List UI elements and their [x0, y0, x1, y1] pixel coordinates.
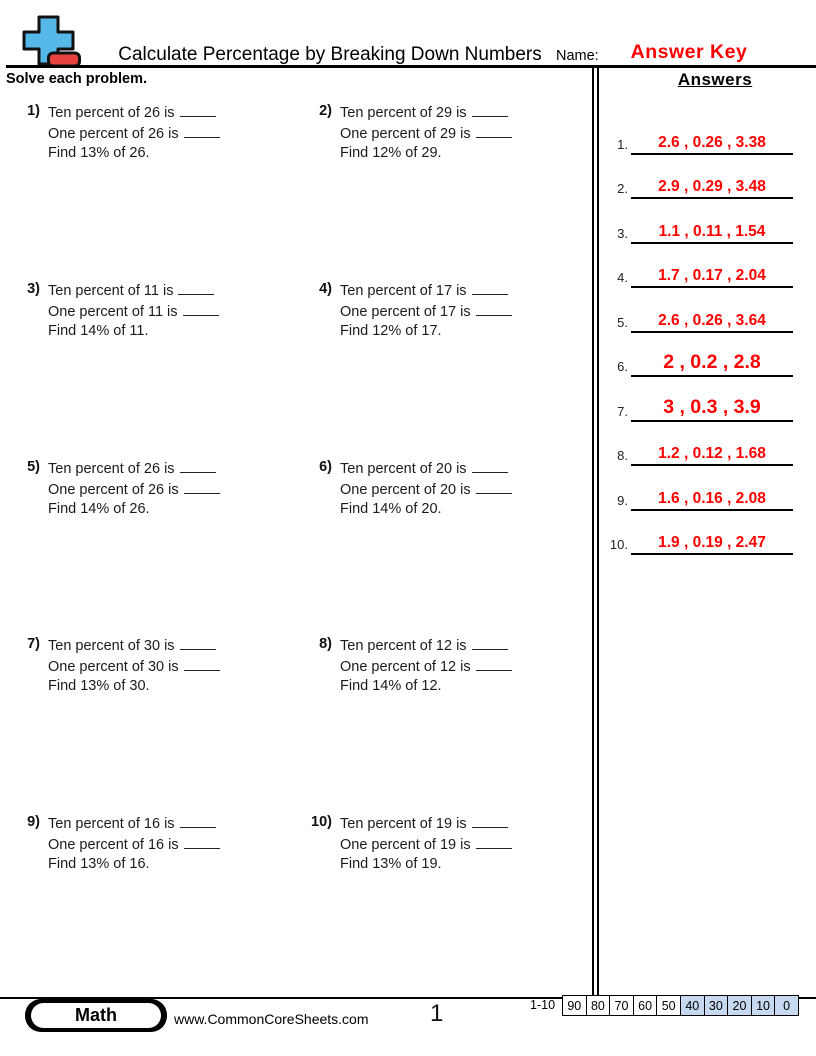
answer-row — [603, 199, 793, 244]
answer-line — [631, 223, 793, 244]
problem-line — [340, 479, 512, 500]
score-cell: 30 — [704, 996, 728, 1015]
problem-1 — [12, 102, 220, 163]
problem-text: One percent of 29 is — [340, 126, 471, 142]
answer-blank — [476, 834, 512, 849]
problem-4 — [304, 280, 512, 341]
answer-blank — [472, 280, 508, 295]
answer-number: 3. — [617, 225, 628, 241]
problem-line — [48, 458, 220, 479]
answer-blank — [180, 813, 216, 828]
problem-number: 1) — [27, 103, 40, 119]
problem-number: 2) — [319, 103, 332, 119]
problem-text: Find 14% of 12. — [340, 678, 442, 695]
problem-line — [340, 855, 512, 874]
problem-line — [340, 458, 512, 479]
problem-line — [340, 123, 512, 144]
problem-text: One percent of 26 is — [48, 481, 179, 498]
answer-blank — [178, 280, 214, 295]
problem-6 — [304, 458, 512, 519]
problem-row — [0, 635, 590, 813]
problem-text: One percent of 17 is — [340, 303, 471, 320]
problem-text: Ten percent of 11 is — [48, 282, 174, 299]
problem-number: 5) — [27, 458, 40, 475]
answer-blank — [184, 123, 220, 138]
problem-text: Ten percent of 16 is — [48, 816, 175, 833]
problem-text: Ten percent of 26 is — [48, 105, 175, 121]
answer-blank — [472, 102, 508, 117]
answer-line — [631, 445, 793, 466]
problem-text: One percent of 20 is — [340, 481, 471, 498]
answer-row — [603, 377, 793, 422]
problem-line — [340, 144, 512, 163]
answer-value: 3 , 0.3 , 3.9 — [663, 395, 761, 418]
answer-row — [603, 288, 793, 333]
answer-blank — [472, 635, 508, 650]
problem-10 — [304, 813, 512, 874]
problem-line — [340, 656, 512, 677]
score-cell: 50 — [656, 996, 680, 1015]
problem-text: Ten percent of 26 is — [48, 460, 175, 477]
answer-blank — [184, 656, 220, 671]
score-cell: 10 — [751, 996, 775, 1015]
problem-row — [0, 813, 590, 991]
answers-heading: Answers — [677, 70, 753, 89]
subject-label: Math — [31, 1003, 161, 1028]
answer-number: 8. — [617, 448, 628, 464]
problem-line — [48, 123, 220, 144]
problem-text: Find 14% of 20. — [340, 500, 442, 517]
answer-line — [631, 490, 793, 511]
problem-2 — [304, 102, 512, 163]
problem-row — [0, 458, 590, 636]
problem-number: 6) — [319, 458, 332, 475]
problem-text: One percent of 11 is — [48, 303, 178, 320]
answer-blank — [476, 479, 512, 494]
problem-row — [0, 280, 590, 458]
problem-line — [48, 677, 220, 696]
problem-3 — [12, 280, 219, 341]
answer-value: 1.2 , 0.12 , 1.68 — [658, 445, 766, 463]
answer-row — [603, 511, 793, 556]
problem-line — [48, 500, 220, 519]
answer-line — [631, 351, 793, 377]
answer-number: 1. — [617, 136, 628, 152]
score-cell: 0 — [774, 996, 798, 1015]
answer-value: 1.1 , 0.11 , 1.54 — [658, 222, 766, 240]
website-url: www.CommonCoreSheets.com — [174, 1011, 369, 1027]
answer-value: 2.9 , 0.29 , 3.48 — [658, 178, 766, 196]
problem-text: One percent of 30 is — [48, 659, 179, 676]
answer-blank — [180, 102, 216, 117]
answer-row — [603, 466, 793, 511]
answer-blank — [180, 458, 216, 473]
problem-text: Find 14% of 26. — [48, 500, 150, 517]
score-cell: 70 — [609, 996, 633, 1015]
answer-blank — [183, 301, 219, 316]
problem-8 — [304, 635, 512, 696]
answer-blank — [472, 813, 508, 828]
score-cell: 20 — [727, 996, 751, 1015]
score-cell: 60 — [633, 996, 657, 1015]
problem-text: One percent of 16 is — [48, 837, 179, 854]
problem-text: Find 14% of 11. — [48, 322, 149, 339]
problem-text: One percent of 19 is — [340, 837, 471, 854]
answer-value: 2.6 , 0.26 , 3.64 — [658, 311, 766, 329]
problem-9 — [12, 813, 220, 874]
problem-line — [48, 855, 220, 874]
answer-number: 4. — [617, 270, 628, 286]
problem-line — [340, 102, 512, 123]
vertical-divider — [592, 67, 599, 997]
name-label: Name: — [556, 48, 599, 64]
answer-row — [603, 110, 793, 155]
problem-line — [48, 102, 220, 123]
problem-number: 8) — [319, 636, 332, 653]
problem-text: Find 13% of 16. — [48, 856, 150, 873]
answer-number: 6. — [617, 359, 628, 375]
subject-badge — [25, 999, 167, 1032]
answer-number: 9. — [617, 492, 628, 508]
problem-number: 4) — [319, 280, 332, 297]
answer-value: 1.7 , 0.17 , 2.04 — [658, 267, 766, 285]
answer-value: 1.9 , 0.19 , 2.47 — [658, 534, 766, 552]
problem-line — [340, 322, 512, 341]
problem-text: Ten percent of 30 is — [48, 638, 175, 655]
answer-line — [631, 534, 793, 555]
problem-line — [48, 635, 220, 656]
answer-line — [631, 134, 793, 155]
problem-number: 7) — [27, 636, 40, 653]
problem-7 — [12, 635, 220, 696]
score-cell: 90 — [567, 998, 582, 1013]
problem-line — [340, 635, 512, 656]
problem-text: Ten percent of 17 is — [340, 282, 467, 299]
problem-number: 3) — [27, 280, 40, 297]
answer-row — [603, 422, 793, 467]
problem-line — [48, 280, 219, 301]
problem-number: 10) — [311, 814, 332, 831]
header-rule — [6, 65, 816, 68]
answer-line — [631, 267, 793, 288]
answer-blank — [180, 635, 216, 650]
answer-blank — [476, 123, 512, 138]
answer-blank — [476, 656, 512, 671]
problem-text: Find 12% of 29. — [340, 145, 442, 161]
score-cell: 40 — [680, 996, 704, 1015]
answer-line — [631, 312, 793, 333]
answer-blank — [472, 458, 508, 473]
answer-value: 2 , 0.2 , 2.8 — [663, 351, 761, 374]
answer-line — [631, 178, 793, 199]
problem-text: One percent of 26 is — [48, 126, 179, 142]
answer-value: 2.6 , 0.26 , 3.38 — [658, 133, 766, 151]
problem-line — [48, 322, 219, 341]
problem-line — [340, 834, 512, 855]
answer-number: 7. — [617, 403, 628, 419]
problem-text: Ten percent of 19 is — [340, 816, 467, 833]
answer-row — [603, 333, 793, 378]
problem-number: 9) — [27, 814, 40, 831]
problem-text: Ten percent of 29 is — [340, 105, 467, 121]
problem-line — [340, 280, 512, 301]
answer-value: 1.6 , 0.16 , 2.08 — [658, 489, 766, 507]
plus-minus-logo-icon — [21, 13, 83, 69]
problems-area — [0, 102, 590, 991]
problem-text: One percent of 12 is — [340, 659, 471, 676]
instructions: Solve each problem. — [6, 71, 148, 87]
score-grid — [562, 995, 799, 1016]
problem-row — [0, 102, 590, 280]
page-title: Calculate Percentage by Breaking Down Numbers — [118, 44, 542, 65]
score-cell: 80 — [586, 996, 610, 1015]
problem-line — [48, 834, 220, 855]
answer-number: 10. — [609, 537, 628, 553]
answers-panel — [603, 110, 793, 555]
problem-text: Ten percent of 20 is — [340, 460, 467, 477]
answer-row — [603, 244, 793, 289]
problem-line — [48, 656, 220, 677]
problem-line — [340, 500, 512, 519]
problem-text: Find 13% of 26. — [48, 145, 150, 161]
problem-text: Find 13% of 19. — [340, 856, 442, 873]
problem-line — [48, 144, 220, 163]
answer-blank — [184, 834, 220, 849]
problem-line — [48, 479, 220, 500]
answer-number: 2. — [617, 181, 628, 197]
answer-row — [603, 155, 793, 200]
score-range-label: 1-10 — [530, 998, 556, 1012]
problem-line — [48, 301, 219, 322]
problem-5 — [12, 458, 220, 519]
problem-line — [340, 677, 512, 696]
answer-key-label: Answer Key — [630, 41, 748, 63]
problem-text: Find 12% of 17. — [340, 322, 442, 339]
problem-line — [340, 813, 512, 834]
problem-text: Ten percent of 12 is — [340, 638, 467, 655]
answer-blank — [476, 301, 512, 316]
problem-line — [340, 301, 512, 322]
answer-line — [631, 396, 793, 422]
answer-number: 5. — [617, 314, 628, 330]
answer-blank — [184, 479, 220, 494]
page-number: 1 — [430, 1000, 444, 1027]
problem-line — [48, 813, 220, 834]
problem-text: Find 13% of 30. — [48, 678, 150, 695]
